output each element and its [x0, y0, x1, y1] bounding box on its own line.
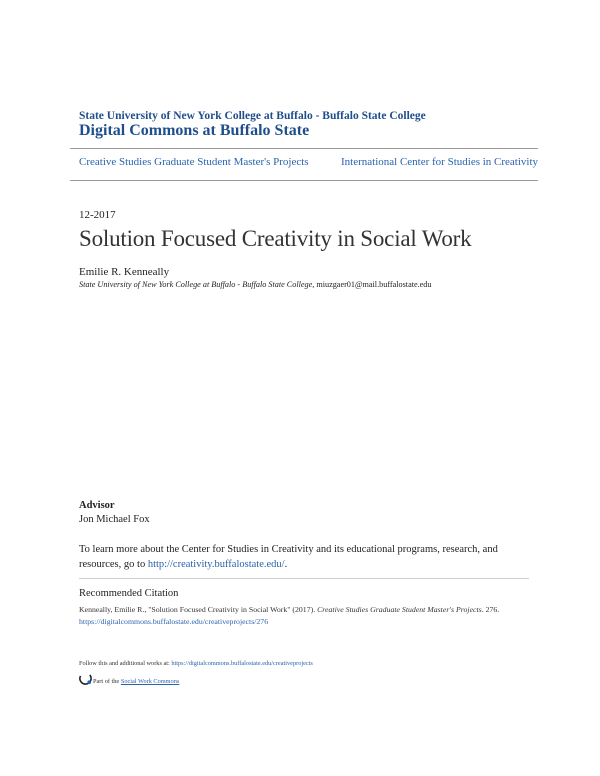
repository-name[interactable]: Digital Commons at Buffalo State: [79, 122, 310, 139]
citation-number: . 276.: [481, 605, 500, 614]
divider-top: [70, 148, 538, 149]
creativity-link[interactable]: http://creativity.buffalostate.edu/: [147, 559, 285, 570]
divider-citation: [79, 578, 529, 579]
follow-line: [79, 660, 313, 667]
learn-more-paragraph: [79, 542, 529, 572]
citation-url[interactable]: https://digitalcommons.buffalostate.edu/creativeprojects/276: [79, 617, 269, 626]
citation-journal: Creative Studies Graduate Student Master's Projects: [317, 605, 482, 614]
affiliation-text: State University of New York College at Buffalo - Buffalo State College: [79, 280, 313, 289]
paper-title: Solution Focused Creativity in Social Work: [79, 226, 472, 251]
author-email: , miuzgaer01@mail.buffalostate.edu: [312, 280, 432, 289]
learn-more-suffix: .: [284, 559, 288, 570]
follow-link[interactable]: https://digitalcommons.buffalostate.edu/creativeprojects: [171, 660, 313, 667]
author-name: Emilie R. Kenneally: [79, 266, 170, 278]
department-link[interactable]: International Center for Studies in Creativity: [341, 156, 539, 168]
institution-name[interactable]: State University of New York College at Buffalo - Buffalo State College: [79, 110, 426, 122]
social-work-commons-link[interactable]: Social Work Commons: [120, 678, 180, 685]
network-icon: [79, 672, 92, 685]
citation-heading: Recommended Citation: [79, 588, 179, 599]
citation-text: Kenneally, Emilie R., "Solution Focused Creativity in Social Work" (2017).: [79, 605, 318, 614]
divider-bottom: [70, 180, 538, 181]
part-of-line: [93, 678, 179, 685]
citation-block: [79, 604, 534, 628]
part-of-text: Part of the: [93, 678, 121, 685]
follow-text: Follow this and additional works at:: [79, 660, 172, 667]
learn-more-text: To learn more about the Center for Studies in Creativity and its educational programs, research, and resources, go to: [79, 544, 498, 570]
collection-link[interactable]: Creative Studies Graduate Student Master's Projects: [79, 156, 309, 168]
publication-date: 12-2017: [79, 209, 116, 221]
author-affiliation: [79, 280, 432, 289]
advisor-heading: Advisor: [79, 500, 115, 511]
advisor-name: Jon Michael Fox: [79, 514, 150, 525]
